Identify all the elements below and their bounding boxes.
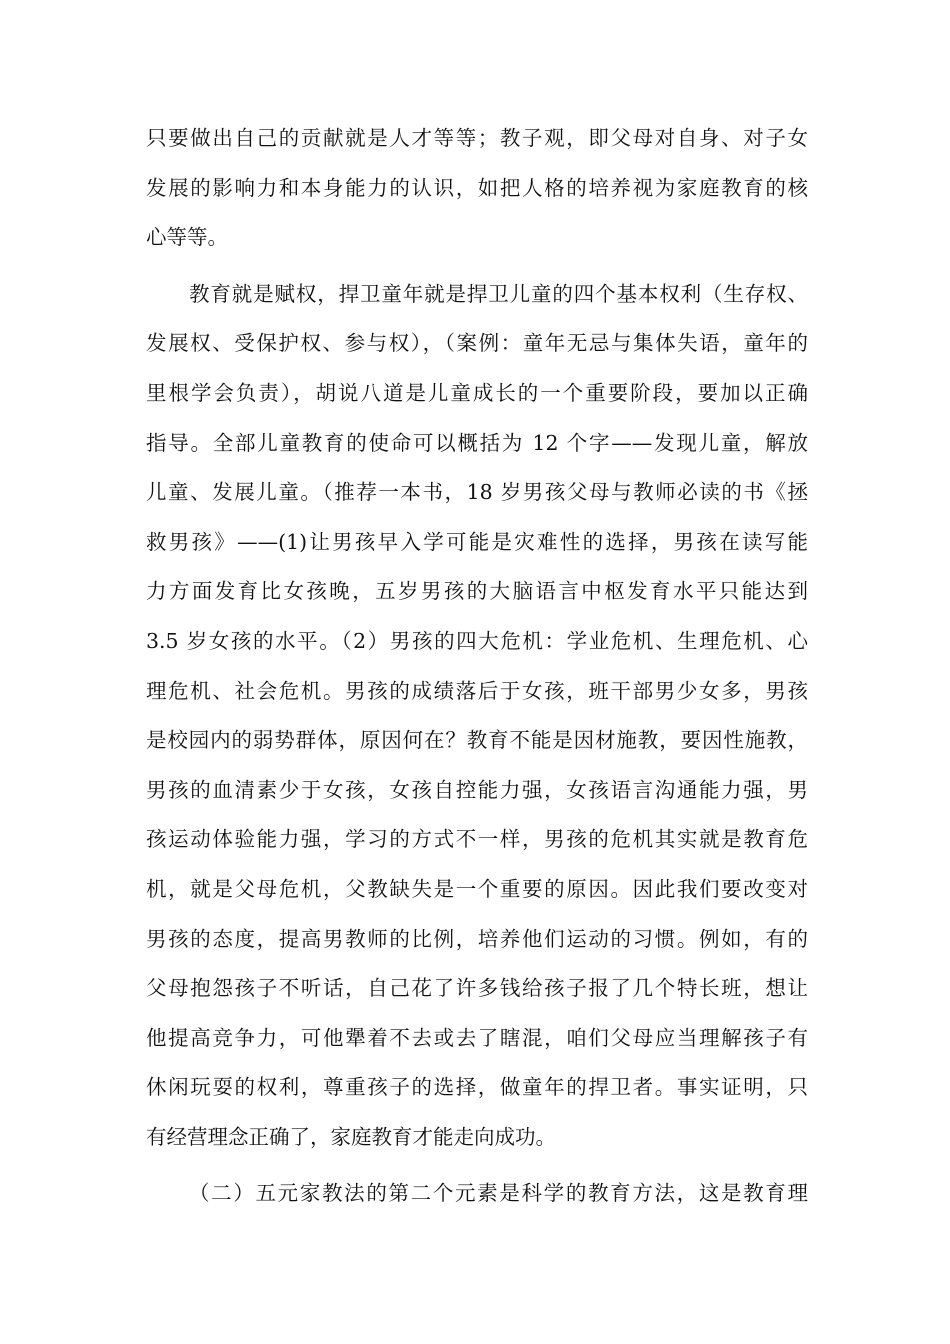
- text-line: 理危机、社会危机。男孩的成绩落后于女孩，班干部男少女多，男孩: [146, 678, 808, 703]
- text-line: 里根学会负责），胡说八道是儿童成长的一个重要阶段，要加以正确: [146, 380, 808, 405]
- text-line: 是校园内的弱势群体，原因何在？教育不能是因材施教，要因性施教，: [146, 728, 808, 753]
- text-line: 有经营理念正确了，家庭教育才能走向成功。: [146, 1124, 556, 1149]
- paragraph-spacer: [146, 1162, 808, 1169]
- text-line: 发展权、受保护权、参与权），（案例：童年无忌与集体失语，童年的: [146, 331, 808, 356]
- paragraph-2: [146, 270, 808, 1163]
- text-line: 教育就是赋权，捍卫童年就是捍卫儿童的四个基本权利（生存权、: [189, 281, 808, 306]
- text-line: 他提高竞争力，可他犟着不去或去了瞎混，咱们父母应当理解孩子有: [146, 1025, 808, 1050]
- text-line: 发展的影响力和本身能力的认识，如把人格的培养视为家庭教育的核: [146, 175, 808, 200]
- text-line: 孩运动体验能力强，学习的方式不一样，男孩的危机其实就是教育危: [146, 827, 808, 852]
- text-line: 力方面发育比女孩晚，五岁男孩的大脑语言中枢发育水平只能达到: [146, 579, 808, 604]
- text-line: 救男孩》——(1)让男孩早入学可能是灾难性的选择，男孩在读写能: [146, 529, 808, 554]
- text-line: 儿童、发展儿童。（推荐一本书，18 岁男孩父母与教师必读的书《拯: [146, 480, 808, 505]
- paragraph-spacer: [146, 263, 808, 270]
- text-line: 指导。全部儿童教育的使命可以概括为 12 个字——发现儿童，解放: [146, 430, 808, 455]
- body-text: [146, 114, 808, 1219]
- text-line: 只要做出自己的贡献就是人才等等；教子观，即父母对自身、对子女: [146, 126, 808, 150]
- paragraph-3: [146, 1169, 808, 1219]
- text-line: 3.5 岁女孩的水平。（2）男孩的四大危机：学业危机、生理危机、心: [146, 628, 808, 653]
- text-line: 男孩的血清素少于女孩，女孩自控能力强，女孩语言沟通能力强，男: [146, 777, 808, 802]
- text-line: 心等等。: [146, 225, 228, 250]
- text-line: 机，就是父母危机，父教缺失是一个重要的原因。因此我们要改变对: [146, 876, 808, 901]
- text-line: 休闲玩耍的权利，尊重孩子的选择，做童年的捍卫者。事实证明，只: [146, 1075, 808, 1100]
- paragraph-1: [146, 114, 808, 263]
- text-line: 父母抱怨孩子不听话，自己花了许多钱给孩子报了几个特长班，想让: [146, 976, 808, 1001]
- text-line: 男孩的态度，提高男教师的比例，培养他们运动的习惯。例如，有的: [146, 926, 808, 951]
- text-line: （二）五元家教法的第二个元素是科学的教育方法，这是教育理: [189, 1181, 808, 1206]
